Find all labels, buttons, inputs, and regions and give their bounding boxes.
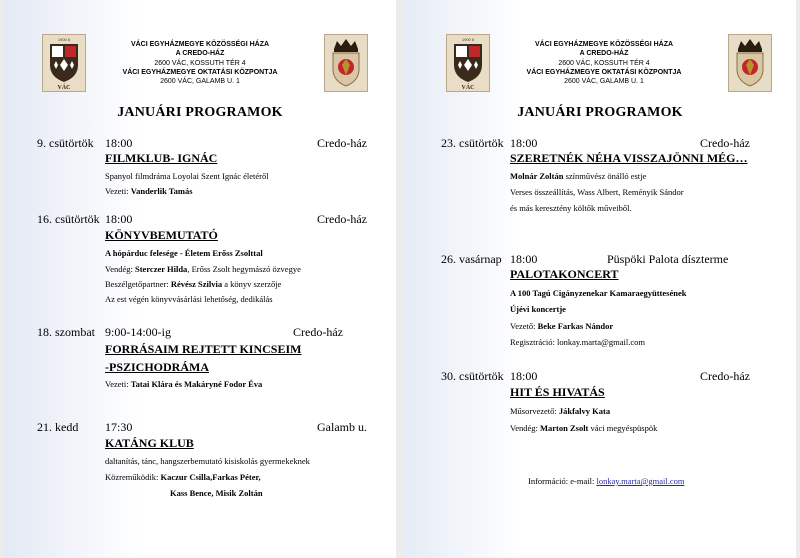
event-performers-continued: Kass Bence, Misik Zoltán [170,488,263,498]
event-description: A 100 Tagú Cigányzenekar Kamaraegyüttesének [510,288,687,298]
event-description: A hópárduc felesége - Életem Erőss Zsolttal [105,248,263,258]
event-time: 17:30 [105,420,133,434]
event-host [105,186,193,196]
event-host [510,406,610,416]
event-description: Spanyol filmdráma Loyolai Szent Ignác életéről [105,171,269,181]
event-guest-label: Vendég: [105,264,135,274]
event-description-continued: és más keresztény költők műveiből. [510,203,632,213]
event-place: Credo-ház [317,212,367,226]
event-title-continued: -PSZICHODRÁMA [105,360,209,374]
left-page [4,0,396,558]
event-partner-rest: a könyv szerzője [222,279,282,289]
event-date: 21. kedd [37,420,79,434]
event-title: SZERETNÉK NÉHA VISSZAJÖNNI MÉG… [510,151,748,165]
event-leader [510,321,613,331]
event-title: PALOTAKONCERT [510,267,619,281]
event-description: daltanítás, tánc, hangszerbemutató kisiskolás gyermekeknek [105,456,310,466]
event-performer [510,171,646,181]
event-time: 18:00 [510,136,538,150]
event-performer-name: Molnár Zoltán [510,171,564,181]
header-line1: VÁCI EGYHÁZMEGYE KÖZÖSSÉGI HÁZA [534,41,674,48]
header-line4: VÁCI EGYHÁZMEGYE OKTATÁSI KÖZPONTJA [122,68,278,76]
event-date: 26. vasárnap [441,252,502,266]
event-guest-label: Vendég: [510,423,540,433]
event-place: Credo-ház [700,136,750,150]
event-title: KÖNYVBEMUTATÓ [105,228,218,242]
institution-header [80,40,320,86]
event-time: 18:00 [105,136,133,150]
page-title: JANUÁRI PROGRAMOK [517,105,683,120]
event-place: Credo-ház [700,369,750,383]
event-place: Püspöki Palota díszterme [607,252,729,266]
event-guest-name: Sterczer Hilda [134,264,188,274]
event-performer-rest: színművész önálló estje [563,171,647,181]
event-host-label: Műsorvezető: [510,406,559,416]
emblem-year: 1900 6 [461,37,475,42]
event-time: 18:00 [510,252,538,266]
event-note: Az est végén könyvvásárlási lehetőség, dedikálás [105,294,273,304]
event-description-continued: Újévi koncertje [510,304,566,314]
event-performers [105,472,261,482]
crowned-shield-icon [324,34,368,92]
crowned-shield-icon [728,34,772,92]
event-leader-label: Vezető: [510,321,538,331]
event-time: 9:00-14:00-ig [105,325,171,339]
event-time: 18:00 [105,212,133,226]
event-date: 9. csütörtök [37,136,94,150]
institution-header [484,40,724,86]
contact-info [528,476,684,486]
event-guest-rest: váci megyéspüspök [588,423,658,433]
contact-email-link[interactable]: lonkay.marta@gmail.com [596,476,685,486]
event-title: FORRÁSAIM REJTETT KINCSEIM [105,342,302,356]
header-line3: 2600 VÁC, KOSSUTH TÉR 4 [558,59,650,67]
event-description: Verses összeállítás, Wass Albert, Reményik Sándor [510,187,684,197]
event-performers-label: Közreműködik: [105,472,161,482]
event-place: Credo-ház [293,325,343,339]
event-host-name: Tatai Klára és Makáryné Fodor Éva [130,379,263,389]
contact-info-label: Információ: e-mail: [528,476,597,486]
event-guest [510,423,657,433]
event-partner-name: Révész Szilvia [170,279,223,289]
event-place: Galamb u. [317,420,367,434]
event-partner [105,279,281,289]
event-title: HIT ÉS HIVATÁS [510,385,605,399]
event-guest-rest: , Erőss Zsolt hegymászó özvegye [187,264,301,274]
header-line4: VÁCI EGYHÁZMEGYE OKTATÁSI KÖZPONTJA [526,68,682,76]
event-date: 30. csütörtök [441,369,504,383]
event-performers-names: Kaczur Csilla,Farkas Péter, [160,472,261,482]
event-host-label: Vezeti: [105,379,131,389]
event-date: 23. csütörtök [441,136,504,150]
event-title: KATÁNG KLUB [105,436,194,450]
emblem-year: 1900 6 [57,37,71,42]
event-date: 16. csütörtök [37,212,100,226]
emblem-text: VÁC [461,85,475,91]
event-guest [105,264,301,274]
event-host [105,379,262,389]
event-host-name: Jákfalvy Kata [558,406,611,416]
header-line5: 2600 VÁC, GALAMB U. 1 [160,78,240,86]
event-registration: Regisztráció: lonkay.marta@gmail.com [510,337,645,347]
header-line5: 2600 VÁC, GALAMB U. 1 [564,78,644,86]
right-page [404,0,796,558]
emblem-text: VÁC [57,85,71,91]
header-line2: A CREDO-HÁZ [175,50,225,58]
event-host-name: Vanderlik Tamás [130,186,193,196]
event-time: 18:00 [510,369,538,383]
event-partner-label: Beszélgetőpartner: [105,279,171,289]
event-host-label: Vezeti: [105,186,131,196]
event-place: Credo-ház [317,136,367,150]
header-line3: 2600 VÁC, KOSSUTH TÉR 4 [154,59,246,67]
event-guest-name: Marton Zsolt [539,423,589,433]
event-title: FILMKLUB- IGNÁC [105,151,218,165]
event-date: 18. szombat [37,325,95,339]
header-line2: A CREDO-HÁZ [579,50,629,58]
header-line1: VÁCI EGYHÁZMEGYE KÖZÖSSÉGI HÁZA [130,41,270,48]
event-leader-name: Beke Farkas Nándor [537,321,614,331]
page-title: JANUÁRI PROGRAMOK [117,105,283,120]
